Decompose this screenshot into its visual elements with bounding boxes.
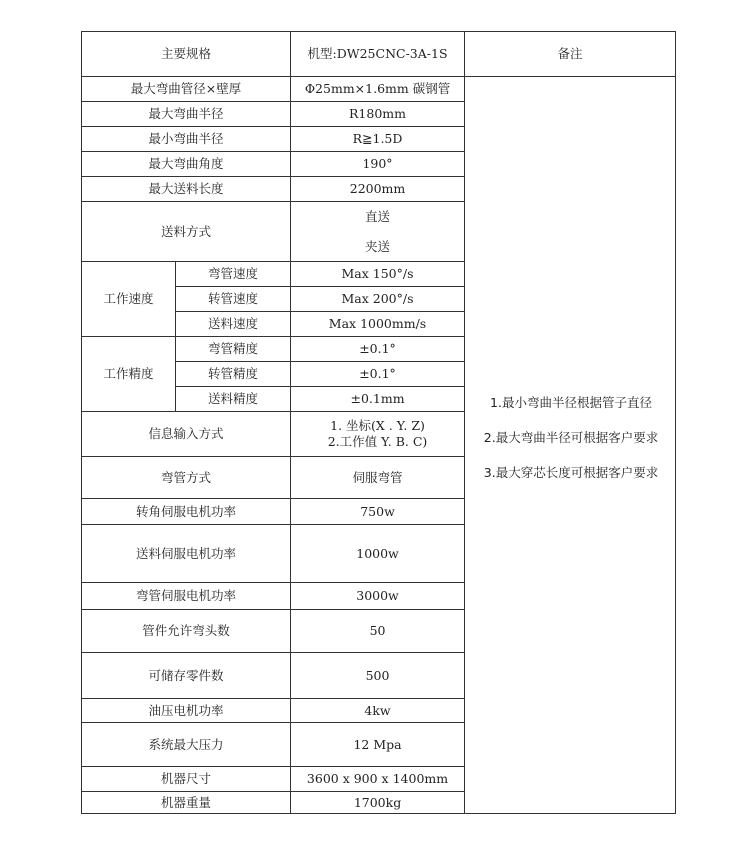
- value-min-bend-radius: R≧1.5D: [291, 127, 465, 152]
- note-2: 2.最大弯曲半径可根据客户要求: [483, 429, 659, 445]
- value-hydraulic-motor: 4kw: [291, 699, 465, 723]
- value-bend-mode: 伺服弯管: [291, 457, 465, 499]
- value-feed-precision: ±0.1mm: [291, 387, 465, 412]
- value-max-feed-length: 2200mm: [291, 177, 465, 202]
- label-max-feed-length: 最大送料长度: [82, 177, 291, 202]
- note-1: 1.最小弯曲半径根据管子直径: [490, 394, 652, 410]
- value-rotate-speed: Max 200°/s: [291, 287, 465, 312]
- value-machine-size: 3600 x 900 x 1400mm: [291, 767, 465, 792]
- input-mode-work-values: 2.工作值 Y. B. C): [327, 434, 428, 449]
- label-rotate-servo: 转角伺服电机功率: [82, 499, 291, 525]
- label-bend-mode: 弯管方式: [82, 457, 291, 499]
- label-bend-precision: 弯管精度: [176, 337, 291, 362]
- label-bend-count: 管件允许弯头数: [82, 610, 291, 653]
- value-machine-weight: 1700kg: [291, 792, 465, 814]
- label-rotate-speed: 转管速度: [176, 287, 291, 312]
- feed-mode-direct: 直送: [365, 208, 391, 224]
- label-input-mode: 信息输入方式: [82, 412, 291, 457]
- value-bend-precision: ±0.1°: [291, 337, 465, 362]
- value-feed-mode: [291, 202, 465, 262]
- header-model: 机型:DW25CNC-3A-1S: [291, 32, 465, 77]
- value-bend-count: 50: [291, 610, 465, 653]
- label-max-bend-radius: 最大弯曲半径: [82, 102, 291, 127]
- label-max-pressure: 系统最大压力: [82, 723, 291, 767]
- value-feed-servo: 1000w: [291, 525, 465, 583]
- notes-cell: [465, 77, 676, 814]
- value-storage-parts: 500: [291, 653, 465, 699]
- header-notes: 备注: [465, 32, 676, 77]
- group-work-speed: 工作速度: [82, 262, 176, 337]
- label-feed-servo: 送料伺服电机功率: [82, 525, 291, 583]
- label-feed-precision: 送料精度: [176, 387, 291, 412]
- input-mode-coordinates: 1. 坐标(X . Y. Z): [330, 418, 425, 434]
- value-rotate-servo: 750w: [291, 499, 465, 525]
- value-feed-speed: Max 1000mm/s: [291, 312, 465, 337]
- feed-mode-clamp: 夹送: [365, 238, 391, 254]
- label-min-bend-radius: 最小弯曲半径: [82, 127, 291, 152]
- label-storage-parts: 可储存零件数: [82, 653, 291, 699]
- value-bend-servo: 3000w: [291, 583, 465, 610]
- value-max-bend-radius: R180mm: [291, 102, 465, 127]
- label-feed-speed: 送料速度: [176, 312, 291, 337]
- value-rotate-precision: ±0.1°: [291, 362, 465, 387]
- label-machine-size: 机器尺寸: [82, 767, 291, 792]
- label-max-pipe-diameter: 最大弯曲管径×壁厚: [82, 77, 291, 102]
- header-row: [82, 32, 676, 77]
- label-hydraulic-motor: 油压电机功率: [82, 699, 291, 723]
- header-spec: 主要规格: [82, 32, 291, 77]
- value-max-pipe-diameter: Φ25mm×1.6mm 碳钢管: [291, 77, 465, 102]
- label-bend-speed: 弯管速度: [176, 262, 291, 287]
- value-max-bend-angle: 190°: [291, 152, 465, 177]
- label-bend-servo: 弯管伺服电机功率: [82, 583, 291, 610]
- group-work-precision: 工作精度: [82, 337, 176, 412]
- label-feed-mode: 送料方式: [82, 202, 291, 262]
- note-3: 3.最大穿芯长度可根据客户要求: [483, 464, 659, 480]
- table-row: [82, 77, 676, 102]
- value-max-pressure: 12 Mpa: [291, 723, 465, 767]
- value-bend-speed: Max 150°/s: [291, 262, 465, 287]
- label-rotate-precision: 转管精度: [176, 362, 291, 387]
- label-machine-weight: 机器重量: [82, 792, 291, 814]
- label-max-bend-angle: 最大弯曲角度: [82, 152, 291, 177]
- value-input-mode: [291, 412, 465, 457]
- spec-table: [81, 31, 676, 814]
